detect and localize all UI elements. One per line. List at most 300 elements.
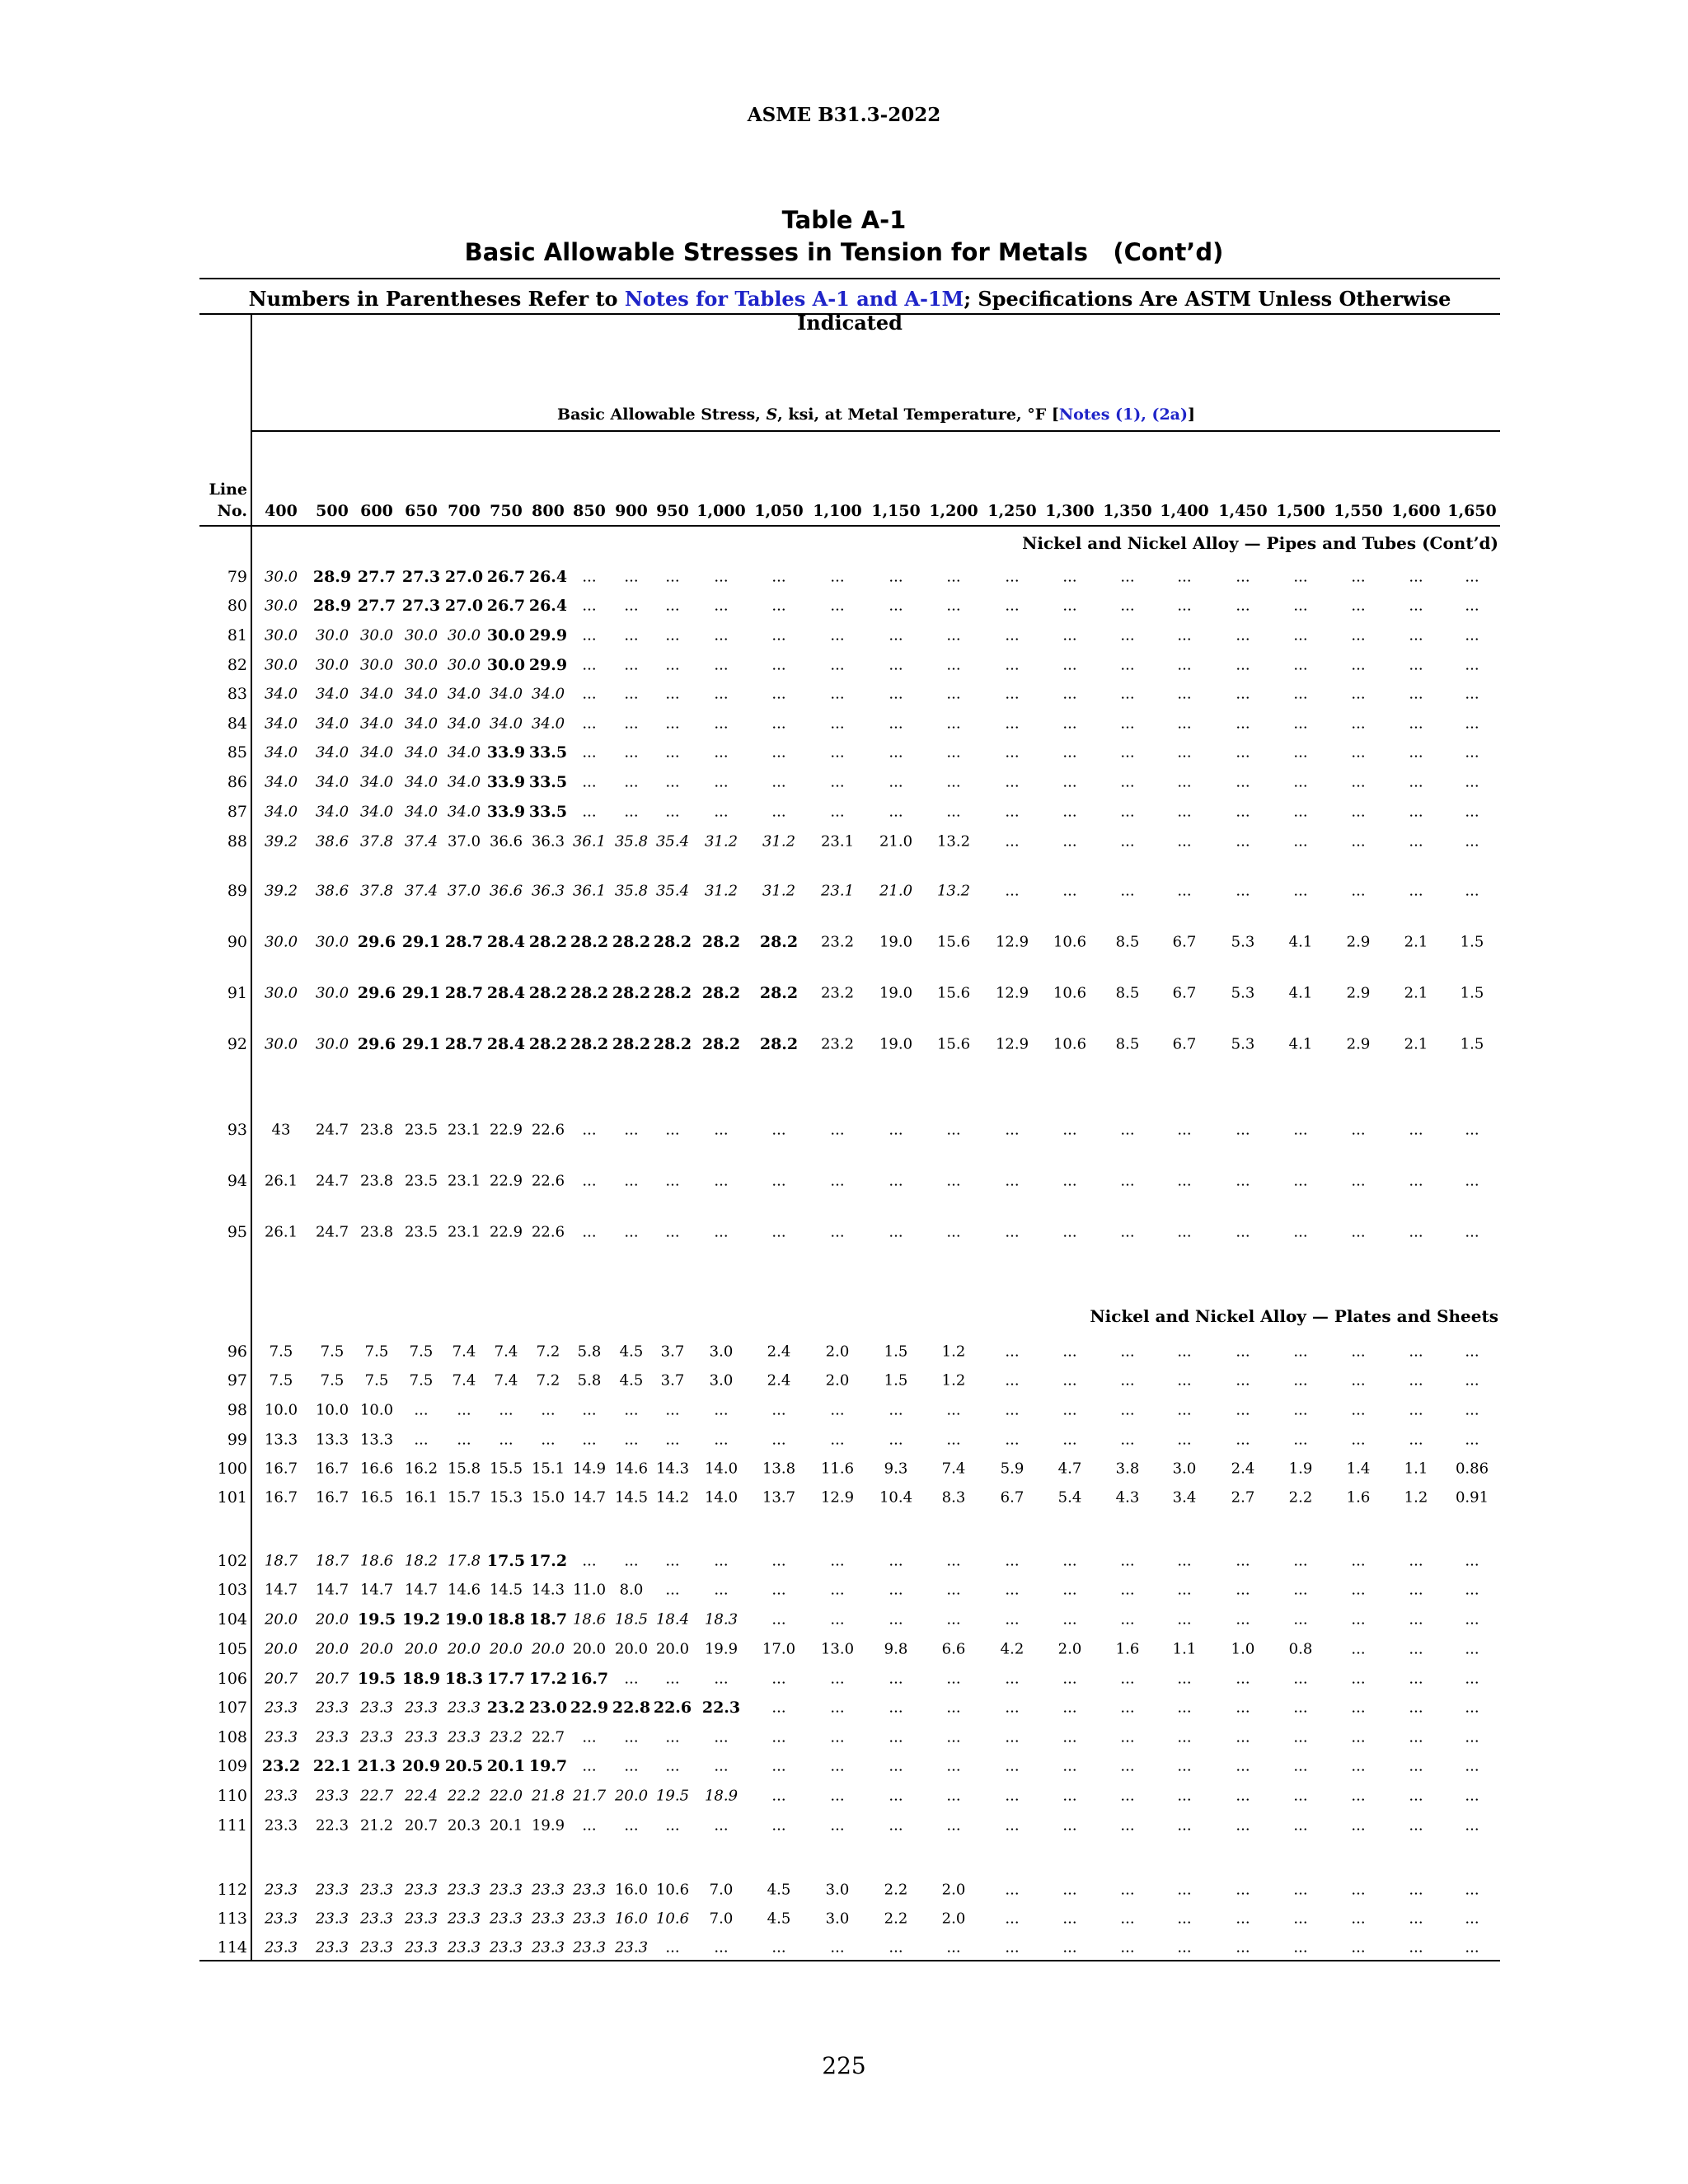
stress-cell: ... (889, 1223, 903, 1241)
stress-cell: ... (1351, 743, 1366, 762)
stress-cell: ... (1293, 803, 1308, 821)
column-header-temp: 1,400 (1160, 502, 1209, 520)
stress-cell: 43 (271, 1121, 291, 1139)
stress-cell: ... (1465, 882, 1479, 900)
stress-cell: 22.7 (359, 1787, 394, 1805)
stress-cell: 36.6 (489, 832, 523, 851)
stress-cell: ... (1465, 1552, 1479, 1570)
stress-cell: 23.3 (359, 1881, 394, 1899)
stress-cell: ... (830, 1816, 845, 1835)
stress-cell: ... (1120, 832, 1135, 851)
stress-cell: ... (946, 1121, 961, 1139)
stress-cell: 4.1 (1288, 1035, 1313, 1053)
basic-stress-pre: Basic Allowable Stress, (557, 405, 767, 424)
stress-cell: 2.2 (884, 1881, 908, 1899)
stress-cell: ... (665, 656, 680, 674)
stress-cell: ... (1062, 626, 1077, 644)
stress-cell: ... (1062, 1581, 1077, 1599)
stress-cell: 14.7 (264, 1581, 298, 1599)
stress-cell: 34.0 (447, 685, 481, 703)
stress-cell: 1.2 (1404, 1488, 1428, 1507)
stress-cell: ... (665, 597, 680, 615)
stress-cell: 20.0 (315, 1610, 349, 1629)
stress-cell: 15.7 (447, 1488, 481, 1507)
stress-cell: ... (1293, 715, 1308, 733)
stress-cell: 24.7 (315, 1223, 349, 1241)
line-number: 105 (217, 1640, 247, 1658)
stress-cell: 23.3 (359, 1938, 394, 1957)
stress-cell: ... (1177, 1401, 1192, 1419)
stress-cell: ... (889, 1699, 903, 1717)
stress-cell: 33.5 (528, 803, 568, 821)
stress-cell: ... (771, 1401, 786, 1419)
stress-cell: 9.3 (884, 1460, 908, 1478)
stress-cell: ... (1409, 1172, 1423, 1190)
stress-cell: 23.1 (447, 1121, 481, 1139)
stress-cell: ... (714, 743, 729, 762)
stress-cell: 22.6 (531, 1121, 565, 1139)
stress-cell: ... (1409, 1610, 1423, 1629)
stress-cell: 16.7 (315, 1488, 349, 1507)
stress-cell: ... (1177, 715, 1192, 733)
stress-cell: 20.3 (447, 1816, 481, 1835)
stress-cell: 8.5 (1115, 984, 1140, 1002)
stress-cell: ... (1062, 1552, 1077, 1570)
stress-cell: 34.0 (359, 715, 394, 733)
column-header-temp: 750 (490, 502, 523, 520)
stress-cell: 34.0 (315, 803, 349, 821)
stress-cell: ... (1062, 597, 1077, 615)
stress-cell: 22.9 (489, 1172, 523, 1190)
stress-cell: ... (624, 685, 639, 703)
stress-cell: 3.8 (1115, 1460, 1140, 1478)
stress-cell: ... (830, 1787, 845, 1805)
stress-cell: 23.3 (264, 1910, 298, 1928)
stress-cell: ... (1409, 1670, 1423, 1688)
stress-cell: 1.6 (1115, 1640, 1140, 1658)
stress-cell: 31.2 (704, 832, 738, 851)
stress-cell: 18.4 (655, 1610, 690, 1629)
stress-cell: 26.4 (528, 568, 568, 586)
stress-cell: ... (1409, 882, 1423, 900)
column-header-temp: 600 (360, 502, 393, 520)
stress-cell: 23.2 (820, 933, 855, 951)
stress-cell: 28.2 (612, 1035, 651, 1053)
stress-cell: 5.8 (577, 1343, 602, 1361)
stress-cell: ... (665, 1728, 680, 1746)
stress-cell: 16.7 (570, 1670, 609, 1688)
stress-cell: 29.1 (401, 933, 441, 951)
line-number: 94 (227, 1172, 247, 1190)
stress-cell: 21.8 (531, 1787, 565, 1805)
stress-cell: 14.5 (614, 1488, 649, 1507)
stress-cell: ... (1465, 1938, 1479, 1957)
stress-cell: ... (889, 773, 903, 791)
stress-cell: ... (1465, 1670, 1479, 1688)
stress-cell: 18.2 (404, 1552, 438, 1570)
stress-cell: ... (714, 1670, 729, 1688)
column-header-temp: 1,550 (1334, 502, 1383, 520)
stress-cell: 23.8 (359, 1121, 394, 1139)
stress-cell: ... (830, 685, 845, 703)
stress-cell: ... (1465, 1881, 1479, 1899)
stress-cell: ... (1236, 1371, 1250, 1390)
stress-cell: 34.0 (489, 685, 523, 703)
stress-cell: 34.0 (447, 743, 481, 762)
stress-cell: ... (889, 1728, 903, 1746)
column-header-temp: 1,650 (1447, 502, 1497, 520)
stress-cell: 8.0 (619, 1581, 644, 1599)
stress-cell: 15.6 (936, 1035, 971, 1053)
stress-cell: 7.2 (536, 1371, 560, 1390)
stress-cell: ... (1177, 1910, 1192, 1928)
stress-cell: ... (771, 597, 786, 615)
stress-cell: 18.5 (614, 1610, 649, 1629)
stress-cell: 39.2 (264, 882, 298, 900)
stress-cell: ... (1351, 626, 1366, 644)
stress-cell: ... (1409, 832, 1423, 851)
stress-cell: ... (1005, 656, 1020, 674)
stress-cell: 30.0 (359, 656, 394, 674)
stress-cell: 29.9 (528, 656, 568, 674)
stress-cell: 30.0 (315, 626, 349, 644)
stress-cell: ... (1062, 1401, 1077, 1419)
stress-cell: ... (1177, 1121, 1192, 1139)
stress-cell: 33.9 (486, 803, 526, 821)
stress-cell: 23.3 (315, 1881, 349, 1899)
stress-cell: ... (946, 1757, 961, 1775)
stress-cell: 30.0 (404, 626, 438, 644)
stress-cell: ... (1236, 685, 1250, 703)
stress-cell: ... (1236, 1881, 1250, 1899)
stress-cell: ... (1120, 882, 1135, 900)
stress-cell: 23.3 (489, 1938, 523, 1957)
stress-cell: ... (1005, 568, 1020, 586)
stress-cell: 36.3 (531, 882, 565, 900)
stress-cell: ... (1177, 1757, 1192, 1775)
stress-cell: ... (624, 597, 639, 615)
stress-cell: 10.0 (315, 1401, 349, 1419)
stress-cell: ... (665, 626, 680, 644)
stress-cell: ... (665, 1401, 680, 1419)
stress-cell: 3.4 (1172, 1488, 1197, 1507)
stress-cell: ... (499, 1431, 513, 1449)
stress-cell: 1.2 (941, 1343, 966, 1361)
stress-cell: 37.0 (447, 882, 481, 900)
stress-cell: ... (1409, 1343, 1423, 1361)
stress-cell: 10.6 (1053, 933, 1087, 951)
stress-cell: ... (1120, 1910, 1135, 1928)
stress-cell: ... (582, 597, 597, 615)
stress-cell: 29.9 (528, 626, 568, 644)
stress-cell: 37.4 (404, 832, 438, 851)
stress-cell: ... (889, 743, 903, 762)
stress-cell: ... (1236, 597, 1250, 615)
stress-cell: ... (1120, 1371, 1135, 1390)
stress-cell: ... (1062, 773, 1077, 791)
stress-cell: ... (665, 803, 680, 821)
stress-cell: ... (1005, 626, 1020, 644)
stress-cell: 37.8 (359, 882, 394, 900)
stress-cell: ... (1005, 1816, 1020, 1835)
stress-cell: ... (1120, 685, 1135, 703)
stress-cell: ... (771, 773, 786, 791)
stress-cell: ... (946, 1552, 961, 1570)
stress-cell: 4.3 (1115, 1488, 1140, 1507)
stress-cell: ... (1465, 1757, 1479, 1775)
stress-cell: 16.2 (404, 1460, 438, 1478)
stress-cell: ... (1293, 656, 1308, 674)
column-header-temp: 400 (265, 502, 298, 520)
stress-cell: 18.7 (528, 1610, 568, 1629)
stress-cell: 24.7 (315, 1172, 349, 1190)
stress-cell: ... (1293, 1728, 1308, 1746)
stress-cell: ... (1236, 743, 1250, 762)
stress-cell: ... (1236, 1610, 1250, 1629)
stress-cell: 14.3 (531, 1581, 565, 1599)
stress-cell: ... (771, 1938, 786, 1957)
stress-cell: 23.3 (447, 1699, 481, 1717)
stress-cell: 2.0 (941, 1910, 966, 1928)
stress-cell: 23.3 (264, 1787, 298, 1805)
line-number: 89 (227, 882, 247, 900)
stress-cell: ... (1465, 1610, 1479, 1629)
stress-cell: ... (1409, 773, 1423, 791)
basic-stress-post: ] (1187, 405, 1195, 424)
stress-cell: 3.7 (660, 1371, 685, 1390)
stress-cell: 34.0 (264, 773, 298, 791)
stress-cell: ... (1177, 743, 1192, 762)
stress-cell: ... (946, 1581, 961, 1599)
stress-cell: ... (771, 1223, 786, 1241)
stress-cell: 19.0 (879, 1035, 913, 1053)
stress-cell: 23.3 (264, 1816, 298, 1835)
stress-cell: 28.9 (312, 568, 352, 586)
line-number-divider (251, 314, 252, 1961)
stress-cell: 34.0 (264, 803, 298, 821)
stress-cell: 12.9 (995, 984, 1029, 1002)
line-number: 84 (227, 715, 247, 733)
stress-cell: ... (624, 803, 639, 821)
column-header-temp: 1,350 (1103, 502, 1152, 520)
stress-cell: 23.5 (404, 1121, 438, 1139)
stress-cell: ... (1177, 685, 1192, 703)
stress-cell: ... (1120, 1172, 1135, 1190)
stress-cell: ... (1465, 1401, 1479, 1419)
stress-cell: ... (1120, 773, 1135, 791)
stress-cell: ... (1409, 1431, 1423, 1449)
stress-cell: ... (1465, 1816, 1479, 1835)
stress-cell: 13.2 (936, 832, 971, 851)
stress-cell: ... (1120, 1431, 1135, 1449)
stress-cell: 14.6 (447, 1581, 481, 1599)
stress-cell: ... (1120, 1699, 1135, 1717)
stress-cell: ... (1351, 1816, 1366, 1835)
stress-cell: ... (771, 1787, 786, 1805)
stress-cell: 2.9 (1346, 933, 1371, 951)
stress-cell: 34.0 (531, 685, 565, 703)
stress-cell: 34.0 (315, 773, 349, 791)
stress-cell: ... (665, 773, 680, 791)
stress-cell: ... (665, 1552, 680, 1570)
stress-cell: 33.9 (486, 773, 526, 791)
stress-cell: 5.3 (1231, 933, 1255, 951)
stress-cell: ... (1005, 1223, 1020, 1241)
stress-cell: ... (1236, 1787, 1250, 1805)
stress-cell: ... (1351, 882, 1366, 900)
stress-cell: ... (457, 1401, 471, 1419)
stress-cell: ... (1120, 1552, 1135, 1570)
stress-cell: ... (1409, 1121, 1423, 1139)
notes-link[interactable]: Notes for Tables A-1 and A-1M (624, 287, 964, 311)
stress-cell: ... (1465, 1172, 1479, 1190)
stress-cell: 20.0 (404, 1640, 438, 1658)
stress-cell: ... (771, 656, 786, 674)
stress-cell: ... (889, 656, 903, 674)
stress-cell: ... (946, 597, 961, 615)
stress-cell: ... (946, 1816, 961, 1835)
stress-cell: ... (1177, 1699, 1192, 1717)
stress-cell: ... (1177, 1816, 1192, 1835)
line-number: 110 (217, 1787, 247, 1805)
stress-cell: 20.7 (404, 1816, 438, 1835)
stress-cell: ... (1465, 773, 1479, 791)
stress-cell: 18.9 (401, 1670, 441, 1688)
stress-cell: ... (1409, 1640, 1423, 1658)
stress-cell: ... (889, 1816, 903, 1835)
stress-cell: 7.4 (452, 1343, 476, 1361)
stress-cell: ... (624, 743, 639, 762)
stress-cell: ... (946, 626, 961, 644)
stress-cell: 7.0 (709, 1910, 734, 1928)
stress-cell: 18.7 (264, 1552, 298, 1570)
basic-stress-notes-link[interactable]: Notes (1), (2a) (1058, 405, 1188, 424)
stress-cell: 16.7 (315, 1460, 349, 1478)
stress-cell: 23.3 (531, 1938, 565, 1957)
stress-cell: ... (582, 685, 597, 703)
stress-cell: 23.3 (404, 1938, 438, 1957)
stress-cell: 34.0 (359, 773, 394, 791)
stress-cell: ... (771, 743, 786, 762)
rule-under-column-headers (199, 525, 1500, 527)
stress-cell: 20.0 (655, 1640, 690, 1658)
stress-cell: 33.5 (528, 743, 568, 762)
stress-cell: 28.2 (528, 984, 568, 1002)
stress-cell: ... (714, 626, 729, 644)
stress-cell: ... (1177, 1343, 1192, 1361)
stress-cell: 13.8 (762, 1460, 796, 1478)
stress-cell: 28.4 (486, 1035, 526, 1053)
stress-cell: 34.0 (359, 743, 394, 762)
stress-cell: ... (1236, 832, 1250, 851)
stress-cell: 34.0 (404, 803, 438, 821)
stress-cell: 13.0 (820, 1640, 855, 1658)
stress-cell: ... (1062, 882, 1077, 900)
stress-cell: ... (582, 743, 597, 762)
stress-cell: ... (1351, 568, 1366, 586)
stress-cell: 22.3 (315, 1816, 349, 1835)
stress-cell: 29.6 (357, 933, 396, 951)
stress-cell: 37.8 (359, 832, 394, 851)
stress-cell: ... (889, 803, 903, 821)
stress-cell: ... (1236, 1699, 1250, 1717)
stress-cell: ... (1293, 1757, 1308, 1775)
stress-cell: ... (1120, 1881, 1135, 1899)
stress-cell: 23.3 (404, 1910, 438, 1928)
stress-cell: 12.9 (995, 1035, 1029, 1053)
stress-cell: 23.3 (315, 1787, 349, 1805)
stress-cell: 2.1 (1404, 984, 1428, 1002)
stress-cell: ... (830, 597, 845, 615)
stress-cell: 14.9 (572, 1460, 607, 1478)
stress-cell: 6.7 (1000, 1488, 1025, 1507)
stress-cell: 22.0 (489, 1787, 523, 1805)
stress-cell: ... (1351, 1581, 1366, 1599)
stress-cell: ... (1005, 1610, 1020, 1629)
stress-cell: ... (1293, 685, 1308, 703)
stress-cell: ... (1177, 1787, 1192, 1805)
stress-cell: ... (1005, 1343, 1020, 1361)
stress-cell: ... (1409, 656, 1423, 674)
stress-cell: ... (1465, 1640, 1479, 1658)
stress-cell: 2.4 (1231, 1460, 1255, 1478)
stress-cell: ... (1465, 743, 1479, 762)
stress-cell: ... (1465, 1431, 1479, 1449)
stress-cell: 6.7 (1172, 984, 1197, 1002)
line-number: 88 (227, 832, 247, 851)
stress-cell: ... (665, 743, 680, 762)
stress-cell: ... (1062, 1881, 1077, 1899)
stress-cell: ... (946, 1787, 961, 1805)
stress-cell: 17.8 (447, 1552, 481, 1570)
stress-cell: ... (624, 1172, 639, 1190)
stress-cell: ... (946, 1699, 961, 1717)
stress-cell: ... (714, 568, 729, 586)
stress-cell: ... (1351, 1910, 1366, 1928)
stress-cell: ... (714, 1938, 729, 1957)
stress-cell: 22.9 (489, 1223, 523, 1241)
line-number: 85 (227, 743, 247, 762)
stress-cell: ... (1465, 1371, 1479, 1390)
stress-cell: 34.0 (264, 715, 298, 733)
stress-cell: ... (1005, 715, 1020, 733)
stress-cell: ... (946, 1172, 961, 1190)
stress-cell: ... (1062, 1699, 1077, 1717)
stress-cell: ... (1351, 1223, 1366, 1241)
stress-cell: ... (1177, 1728, 1192, 1746)
stress-cell: ... (582, 1757, 597, 1775)
stress-cell: ... (1465, 1728, 1479, 1746)
stress-cell: ... (830, 1938, 845, 1957)
stress-cell: 28.2 (528, 933, 568, 951)
stress-cell: 22.9 (489, 1121, 523, 1139)
stress-cell: ... (1293, 1371, 1308, 1390)
stress-cell: 30.0 (264, 933, 298, 951)
stress-cell: ... (1409, 803, 1423, 821)
stress-cell: 34.0 (315, 685, 349, 703)
stress-cell: ... (771, 803, 786, 821)
stress-cell: ... (1177, 656, 1192, 674)
stress-cell: ... (714, 1581, 729, 1599)
stress-cell: ... (889, 1431, 903, 1449)
line-number: 100 (217, 1460, 247, 1478)
stress-cell: ... (1236, 1121, 1250, 1139)
column-header-temp: 900 (615, 502, 648, 520)
stress-cell: 30.0 (264, 1035, 298, 1053)
stress-cell: 23.3 (572, 1881, 607, 1899)
stress-cell: ... (499, 1401, 513, 1419)
line-number: 96 (227, 1343, 247, 1361)
